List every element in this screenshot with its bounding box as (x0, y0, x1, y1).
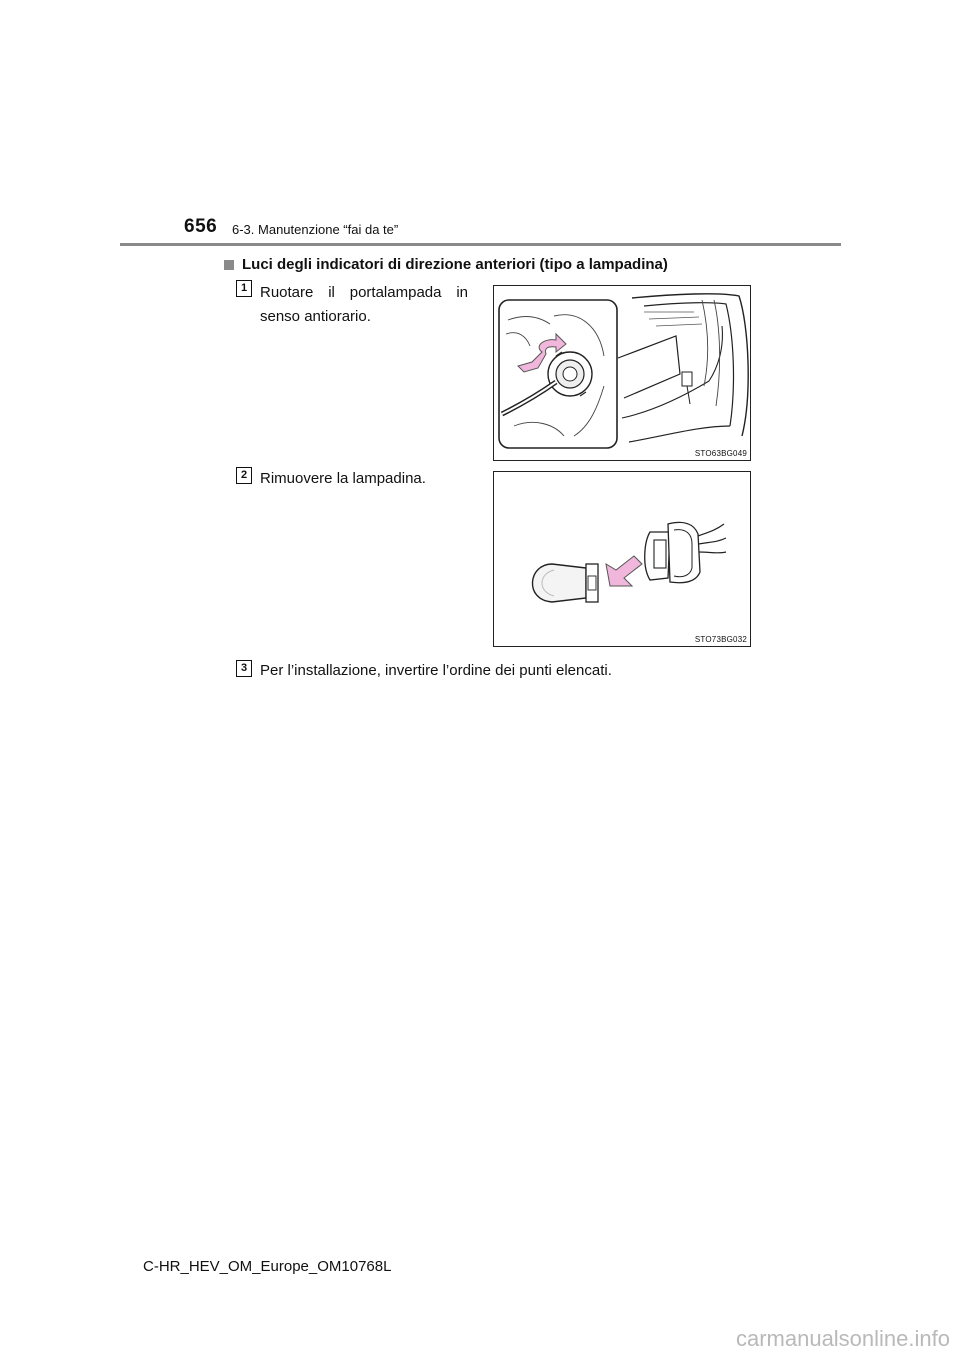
step-3-badge: 3 (236, 660, 252, 677)
headlamp-illustration (494, 286, 750, 460)
bulb-removal-illustration (494, 472, 750, 646)
figure-rotate-bulb-holder (493, 285, 751, 461)
figure-code: STO63BG049 (694, 449, 747, 458)
step-1-badge: 1 (236, 280, 252, 297)
section-heading (224, 256, 668, 273)
section-path: 6-3. Manutenzione “fai da te” (232, 222, 399, 237)
header-divider (120, 243, 841, 246)
step-2-badge: 2 (236, 467, 252, 484)
step-3-text: Per l’installazione, invertire l’ordine dei punti elencati. (260, 662, 612, 679)
page-number: 656 (184, 216, 218, 237)
document-id: C-HR_HEV_OM_Europe_OM10768L (143, 1258, 392, 1275)
square-bullet-icon (224, 260, 234, 270)
step-1-text: Ruotare il portalampada in senso antiorario. (260, 284, 468, 325)
figure-remove-bulb (493, 471, 751, 647)
remove-arrow-icon (606, 556, 642, 586)
figure-code: STO73BG032 (694, 635, 747, 644)
watermark: carmanualsonline.info (735, 1326, 950, 1351)
section-heading-text: Luci degli indicatori di direzione anteriori (tipo a lampadina) (242, 256, 668, 273)
step-2-text: Rimuovere la lampadina. (260, 470, 426, 487)
bulb-icon (532, 564, 586, 602)
